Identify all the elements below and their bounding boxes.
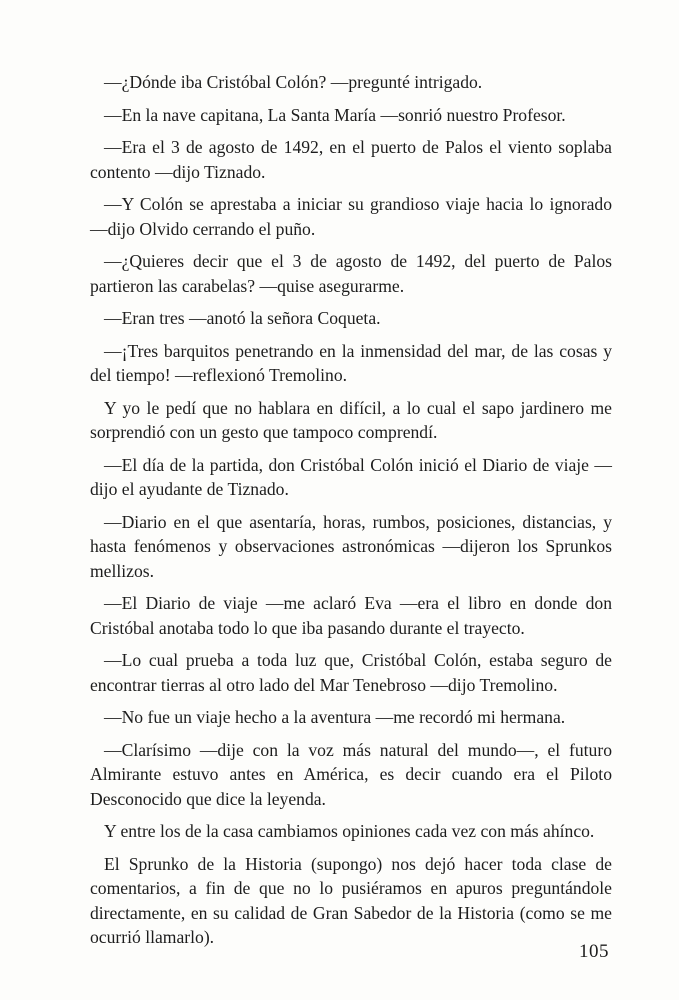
paragraph: —No fue un viaje hecho a la aventura —me recordó mi hermana. xyxy=(104,707,566,727)
paragraph: El Sprunko de la Historia (supongo) nos dejó hacer toda clase de comentarios, a fin de que no lo pusiéramos en apuros preguntándole directamente, en su calidad de Gran Sabedor de la Historia (como se me ocurrió llamarlo). xyxy=(90,853,612,947)
paragraph: —¿Quieres decir que el 3 de agosto de 1492, del puerto de Palos partieron las carabelas? —quise asegurarme. xyxy=(90,251,612,296)
paragraph: —Lo cual prueba a toda luz que, Cristóbal Colón, estaba seguro de encontrar tierras al otro lado del Mar Tenebroso —dijo Tremolino. xyxy=(90,650,612,695)
paragraph: —Era el 3 de agosto de 1492, en el puerto de Palos el viento soplaba contento —dijo Tiznado. xyxy=(90,137,612,182)
page-body xyxy=(90,70,612,958)
paragraph: Y yo le pedí que no hablara en difícil, a lo cual el sapo jardinero me sorprendió con un gesto que tampoco comprendí. xyxy=(90,397,612,442)
paragraph: —En la nave capitana, La Santa María —sonrió nuestro Profesor. xyxy=(104,104,566,125)
paragraph: Y entre los de la casa cambiamos opiniones cada vez con más ahínco. xyxy=(104,821,595,841)
paragraph: —Y Colón se aprestaba a iniciar su grandioso viaje hacia lo ignorado —dijo Olvido cerrando el puño. xyxy=(90,194,612,239)
paragraph: —El Diario de viaje —me aclaró Eva —era el libro en donde don Cristóbal anotaba todo lo que iba pasando durante el trayecto. xyxy=(90,593,612,638)
paragraph: —Eran tres —anotó la señora Coqueta. xyxy=(104,308,381,328)
paragraph: —¡Tres barquitos penetrando en la inmensidad del mar, de las cosas y del tiempo! —reflexionó Tremolino. xyxy=(90,340,612,385)
paragraph: —El día de la partida, don Cristóbal Colón inició el Diario de viaje —dijo el ayudante de Tiznado. xyxy=(90,454,612,499)
paragraph: —Diario en el que asentaría, horas, rumbos, posiciones, distancias, y hasta fenómenos y observaciones astronómicas —dijeron los Sprunkos mellizos. xyxy=(90,511,612,581)
paragraph: —¿Dónde iba Cristóbal Colón? —pregunté intrigado. xyxy=(104,72,483,92)
page-number: 105 xyxy=(579,941,609,962)
paragraph: —Clarísimo —dije con la voz más natural del mundo—, el futuro Almirante estuvo antes en América, es decir cuando era el Piloto Desconocido que dice la leyenda. xyxy=(90,739,612,809)
